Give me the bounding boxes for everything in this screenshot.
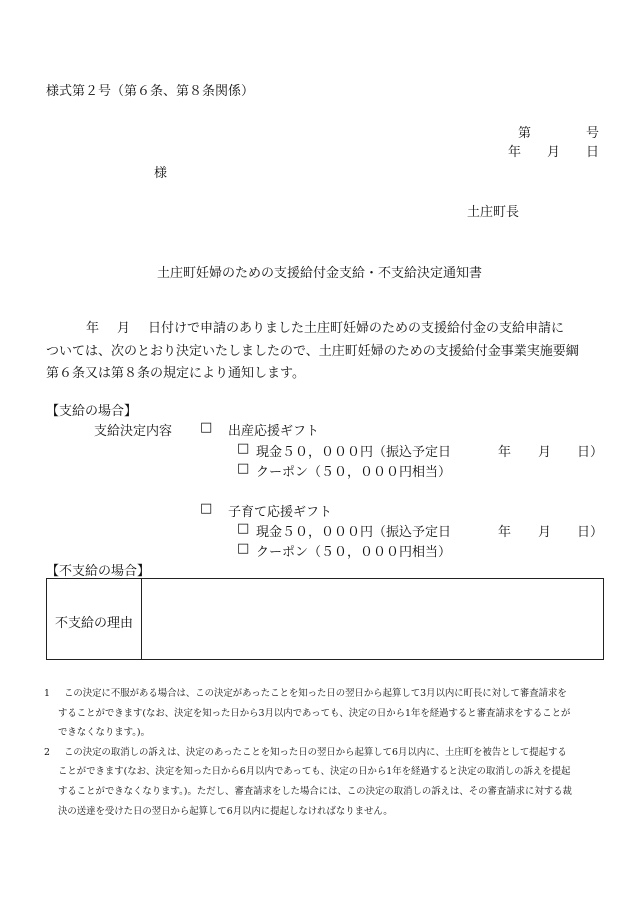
gift-1-coupon-label: クーポン（５０，０００円相当） <box>256 465 452 480</box>
gift-2-checkbox[interactable]: □ <box>200 501 213 516</box>
gift-1-cash-day: 日） <box>577 445 604 460</box>
body-line-1-text: 日付けで申請のありました土庄町妊婦のための支援給付金の支給申請に <box>148 321 565 336</box>
gift-2-coupon-label: クーポン（５０，０００円相当） <box>256 545 452 560</box>
note-number: 2 <box>44 746 50 758</box>
note-2 <box>44 743 610 821</box>
gift-2-cash-month: 月 <box>538 525 552 540</box>
gift-2-cash-day: 日） <box>577 525 604 540</box>
nongrant-heading: 【不支給の場合】 <box>46 564 151 579</box>
grant-content-label: 支給決定内容 <box>94 424 173 439</box>
body-line-2: ついては、次のとおり決定いたしましたので、土庄町妊婦のための支援給付金事業実施要綱 <box>46 343 579 359</box>
note-line: ことができます(なお、決定を知った日から6月以内であっても、決定の日から1年を経過すると決定の取消しの訴えを提起 <box>58 766 571 778</box>
body-paragraph <box>46 318 606 386</box>
form-number: 様式第２号（第６条、第８条関係） <box>46 84 255 99</box>
date-month: 月 <box>547 145 561 160</box>
table-divider <box>141 579 142 659</box>
addressee-suffix: 様 <box>154 166 168 181</box>
body-line-3: 第６条又は第８条の規定により通知します。 <box>46 366 305 381</box>
gift-2-coupon-checkbox[interactable]: □ <box>237 541 250 556</box>
note-line: この決定の取消しの訴えは、決定のあったことを知った日の翌日から起算して6月以内に、土庄町を被告として提起する <box>64 746 567 758</box>
date-year: 年 <box>508 145 522 160</box>
body-line-1 <box>46 318 606 341</box>
doc-number-go: 号 <box>586 126 600 141</box>
gift-2-name: 子育て応援ギフト <box>228 505 333 520</box>
page-title: 土庄町妊婦のための支援給付金支給・不支給決定通知書 <box>157 266 483 281</box>
notes <box>44 684 610 821</box>
note-1 <box>44 684 610 743</box>
gift-1-coupon-checkbox[interactable]: □ <box>237 461 250 476</box>
gift-1-cash-month: 月 <box>538 445 552 460</box>
gift-2-cash-label: 現金５０，０００円（振込予定日 <box>256 525 452 540</box>
grant-heading: 【支給の場合】 <box>46 404 138 419</box>
nongrant-reason-label: 不支給の理由 <box>55 616 134 631</box>
note-line: 決の送達を受けた日の翌日から起算して6月以内に提起しなければなりません。 <box>58 805 393 817</box>
gift-1-cash-checkbox[interactable]: □ <box>237 441 250 456</box>
issuer: 土庄町長 <box>467 205 520 220</box>
note-line: この決定に不服がある場合は、この決定があったことを知った日の翌日から起算して3月以内に町長に対して審査請求を <box>64 688 567 699</box>
body-month: 月 <box>117 321 131 336</box>
note-line: することができます(なお、決定を知った日から3月以内であっても、決定の日から1年を経過すると審査請求をすることが <box>58 707 571 719</box>
note-line: できなくなります。)。 <box>58 727 150 739</box>
gift-1-cash-year: 年 <box>498 445 512 460</box>
gift-1-checkbox[interactable]: □ <box>200 420 213 435</box>
doc-number-dai: 第 <box>518 126 532 141</box>
body-year: 年 <box>86 321 100 336</box>
date-day: 日 <box>586 145 600 160</box>
gift-1-cash-label: 現金５０，０００円（振込予定日 <box>256 445 452 460</box>
nongrant-reason-table <box>46 578 604 660</box>
gift-1-name: 出産応援ギフト <box>228 424 320 439</box>
note-line: することができなくなります。)。ただし、審査請求をした場合には、この決定の取消しの訴えは、その審査請求に対する裁 <box>58 785 572 797</box>
note-number: 1 <box>44 688 50 699</box>
gift-2-cash-year: 年 <box>498 525 512 540</box>
gift-2-cash-checkbox[interactable]: □ <box>237 521 250 536</box>
